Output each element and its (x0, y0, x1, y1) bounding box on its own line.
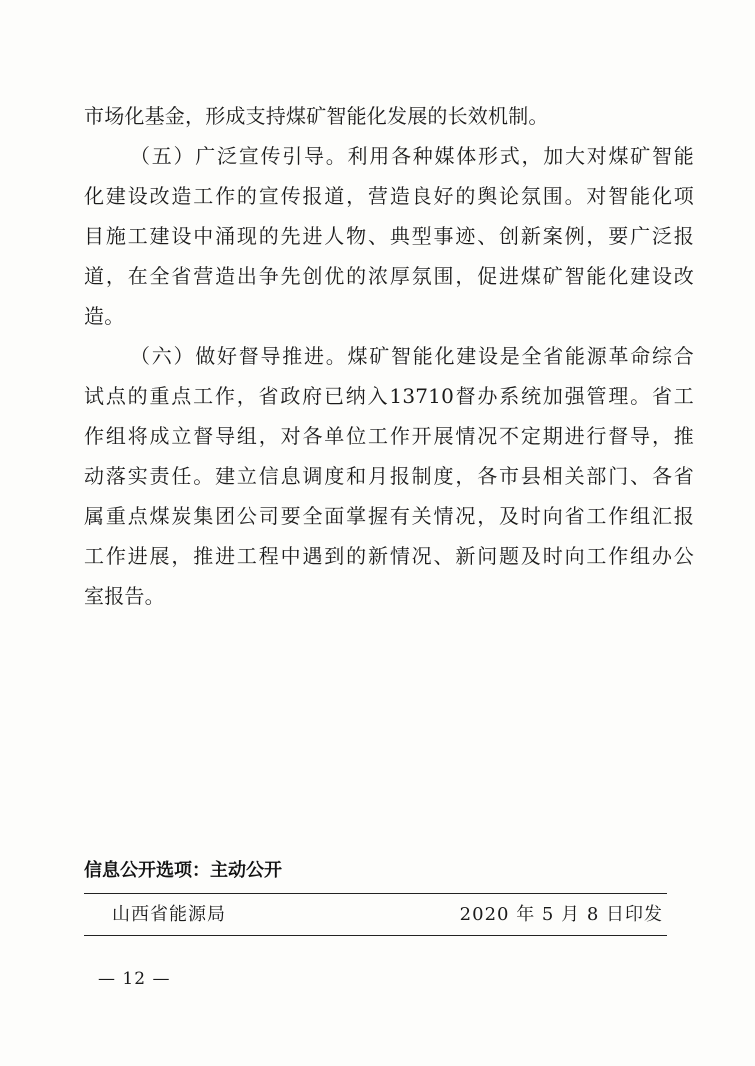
body-line: 属重点煤炭集团公司要全面掌握有关情况，及时向省工作组汇报 (84, 504, 694, 528)
body-line: 试点的重点工作，省政府已纳入13710督办系统加强管理。省工 (84, 384, 694, 408)
body-line: 造。 (84, 304, 125, 328)
body-line: 工作进展，推进工程中遇到的新情况、新问题及时向工作组办公 (84, 544, 694, 568)
body-line: （五）广泛宣传引导。利用各种媒体形式，加大对煤矿智能 (130, 144, 694, 168)
body-line: 室报告。 (84, 584, 165, 608)
body-line: （六）做好督导推进。煤矿智能化建设是全省能源革命综合 (130, 344, 694, 368)
body-line: 目施工建设中涌现的先进人物、典型事迹、创新案例，要广泛报 (84, 224, 694, 248)
issuing-authority: 山西省能源局 (112, 904, 226, 925)
body-line: 作组将成立督导组，对各单位工作开展情况不定期进行督导，推 (84, 424, 694, 448)
body-text (84, 96, 694, 616)
body-line: 动落实责任。建立信息调度和月报制度，各市县相关部门、各省 (84, 464, 694, 488)
body-line: 市场化基金，形成支持煤矿智能化发展的长效机制。 (84, 104, 549, 128)
print-date: 2020 年 5 月 8 日印发 (459, 904, 663, 925)
page-number: — 12 — (98, 969, 171, 989)
footer-rule-bottom (84, 935, 667, 936)
body-line: 化建设改造工作的宣传报道，营造良好的舆论氛围。对智能化项 (84, 184, 694, 208)
body-line: 道，在全省营造出争先创优的浓厚氛围，促进煤矿智能化建设改 (84, 264, 694, 288)
disclosure-option: 信息公开选项：主动公开 (84, 860, 282, 881)
footer-rule-top (84, 893, 667, 894)
